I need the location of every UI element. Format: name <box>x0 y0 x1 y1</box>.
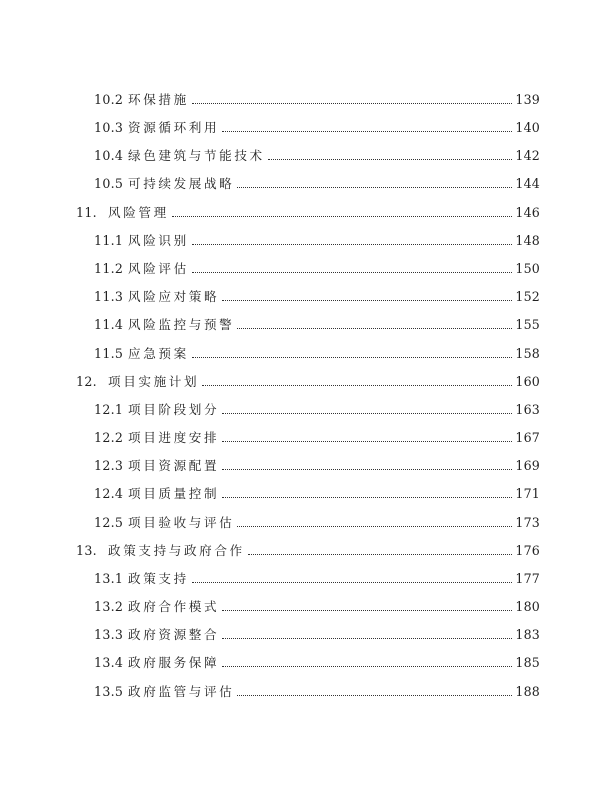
toc-entry-number: 13.5 <box>94 684 124 699</box>
toc-entry-number: 10.3 <box>94 120 124 135</box>
toc-entry-title: 项目质量控制 <box>128 486 220 501</box>
toc-entry-page: 176 <box>515 543 540 558</box>
toc-entry-page: 155 <box>515 317 540 332</box>
toc-entry[interactable] <box>94 680 540 700</box>
toc-entry-number: 11.4 <box>94 317 124 332</box>
toc-entry[interactable] <box>94 426 540 446</box>
dot-leader <box>237 328 512 329</box>
toc-entry-title: 风险监控与预警 <box>128 317 235 332</box>
dot-leader <box>222 441 512 442</box>
toc-entry[interactable] <box>76 370 540 390</box>
toc-entry-number: 11. <box>76 205 97 220</box>
toc-entry-title: 风险管理 <box>108 205 169 220</box>
toc-entry[interactable] <box>94 116 540 136</box>
dot-leader <box>222 413 512 414</box>
toc-entry-number: 10.4 <box>94 148 124 163</box>
toc-entry-page: 146 <box>515 205 540 220</box>
dot-leader <box>237 187 512 188</box>
toc-entry-title: 政府资源整合 <box>128 627 220 642</box>
toc-entry[interactable] <box>94 285 540 305</box>
toc-entry[interactable] <box>94 172 540 192</box>
toc-entry-title: 风险评估 <box>128 261 189 276</box>
toc-entry-number: 11.2 <box>94 261 124 276</box>
dot-leader <box>222 300 512 301</box>
toc-entry-number: 12.4 <box>94 486 124 501</box>
dot-leader <box>222 131 512 132</box>
dot-leader <box>237 695 512 696</box>
toc-entry-page: 152 <box>515 289 540 304</box>
toc-entry-page: 185 <box>515 655 540 670</box>
toc-entry-title: 项目实施计划 <box>108 374 200 389</box>
toc-entry[interactable] <box>94 229 540 249</box>
toc-entry[interactable] <box>94 257 540 277</box>
dot-leader <box>172 216 513 217</box>
toc-entry-page: 171 <box>515 486 540 501</box>
toc-entry-number: 11.1 <box>94 233 124 248</box>
toc-entry[interactable] <box>94 454 540 474</box>
toc-entry[interactable] <box>94 567 540 587</box>
toc-entry-page: 167 <box>515 430 540 445</box>
dot-leader <box>222 497 512 498</box>
toc-entry-page: 158 <box>515 346 540 361</box>
toc-entry[interactable] <box>94 398 540 418</box>
toc-entry-number: 13.2 <box>94 599 124 614</box>
dot-leader <box>222 666 512 667</box>
toc-entry-title: 政策支持 <box>128 571 189 586</box>
toc-entry-page: 160 <box>515 374 540 389</box>
toc-entry-page: 148 <box>515 233 540 248</box>
dot-leader <box>192 582 513 583</box>
toc-entry[interactable] <box>94 313 540 333</box>
toc-entry-page: 140 <box>515 120 540 135</box>
toc-entry[interactable] <box>94 342 540 362</box>
dot-leader <box>248 554 513 555</box>
toc-entry-title: 项目进度安排 <box>128 430 220 445</box>
dot-leader <box>222 610 512 611</box>
toc-entry-page: 142 <box>515 148 540 163</box>
toc-entry-number: 13. <box>76 543 97 558</box>
dot-leader <box>222 638 512 639</box>
toc-entry-number: 12.5 <box>94 515 124 530</box>
toc-entry-number: 13.3 <box>94 627 124 642</box>
toc-entry[interactable] <box>94 623 540 643</box>
toc-entry[interactable] <box>94 482 540 502</box>
toc-entry-number: 10.5 <box>94 176 124 191</box>
toc-entry-page: 139 <box>515 92 540 107</box>
toc-entry-number: 13.4 <box>94 655 124 670</box>
toc-entry-number: 11.3 <box>94 289 124 304</box>
toc-entry[interactable] <box>76 539 540 559</box>
toc-entry-number: 12.2 <box>94 430 124 445</box>
dot-leader <box>268 159 513 160</box>
dot-leader <box>222 469 512 470</box>
toc-entry-page: 180 <box>515 599 540 614</box>
dot-leader <box>192 244 513 245</box>
toc-entry[interactable] <box>94 595 540 615</box>
toc-entry-page: 169 <box>515 458 540 473</box>
toc-entry-title: 资源循环利用 <box>128 120 220 135</box>
toc-entry-title: 风险应对策略 <box>128 289 220 304</box>
dot-leader <box>192 272 513 273</box>
toc-entry-number: 12.3 <box>94 458 124 473</box>
toc-entry-page: 188 <box>515 684 540 699</box>
toc-entry-page: 183 <box>515 627 540 642</box>
toc-entry-title: 项目资源配置 <box>128 458 220 473</box>
toc-entry[interactable] <box>94 144 540 164</box>
toc-entry-title: 环保措施 <box>128 92 189 107</box>
toc-entry-number: 11.5 <box>94 346 124 361</box>
toc-entry-title: 政策支持与政府合作 <box>108 543 245 558</box>
toc-entry-title: 风险识别 <box>128 233 189 248</box>
toc-entry-title: 绿色建筑与节能技术 <box>128 148 265 163</box>
toc-entry-number: 13.1 <box>94 571 124 586</box>
toc-entry-title: 可持续发展战略 <box>128 176 235 191</box>
toc-entry[interactable] <box>94 88 540 108</box>
toc-entry-number: 12.1 <box>94 402 124 417</box>
toc-entry[interactable] <box>94 651 540 671</box>
toc-entry-page: 177 <box>515 571 540 586</box>
dot-leader <box>202 385 512 386</box>
toc-entry-title: 项目验收与评估 <box>128 515 235 530</box>
toc-entry-page: 173 <box>515 515 540 530</box>
dot-leader <box>192 357 513 358</box>
dot-leader <box>192 103 513 104</box>
toc-entry-number: 10.2 <box>94 92 124 107</box>
toc-entry-page: 150 <box>515 261 540 276</box>
toc-entry[interactable] <box>94 511 540 531</box>
toc-entry-title: 项目阶段划分 <box>128 402 220 417</box>
toc-entry-title: 政府监管与评估 <box>128 684 235 699</box>
toc-entry-title: 应急预案 <box>128 346 189 361</box>
dot-leader <box>237 526 512 527</box>
toc-entry-title: 政府服务保障 <box>128 655 220 670</box>
toc-entry-page: 144 <box>515 176 540 191</box>
toc-entry[interactable] <box>76 201 540 221</box>
toc-entry-title: 政府合作模式 <box>128 599 220 614</box>
toc-entry-number: 12. <box>76 374 97 389</box>
toc-entry-page: 163 <box>515 402 540 417</box>
